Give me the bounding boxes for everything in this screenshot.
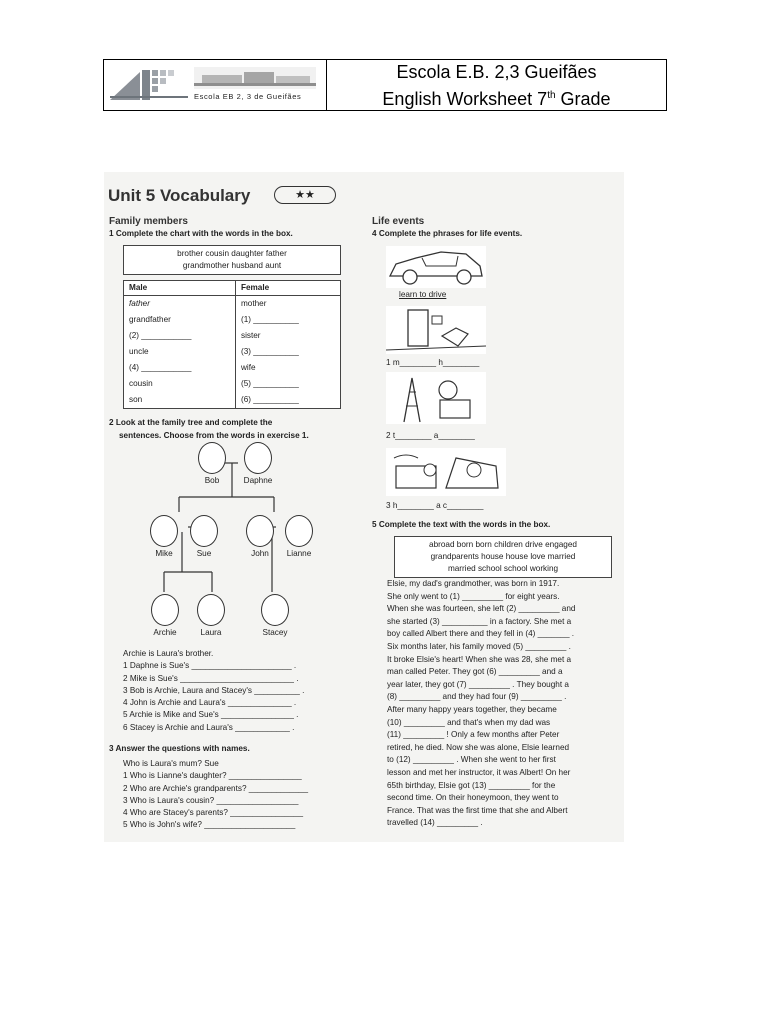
person-mike: Mike <box>150 515 178 558</box>
exercise-1-instruction: 1 Complete the chart with the words in the box. <box>109 229 293 239</box>
text-line: 65th birthday, Elsie got (13) _________ for the <box>387 780 556 790</box>
phrase-1: 1 m________ h________ <box>386 358 480 367</box>
table-row: (2) ___________ sister <box>124 328 341 344</box>
text-line: to (12) _________ . When she went to her first <box>387 755 556 765</box>
life-events-section-title: Life events <box>372 216 425 227</box>
person-bob: Bob <box>198 442 226 485</box>
sentence-item: 5 Archie is Mike and Sue's ________________ . <box>123 710 299 720</box>
unit-title: Unit 5 Vocabulary <box>108 186 251 205</box>
male-header: Male <box>124 280 236 295</box>
exercise-5-instruction: 5 Complete the text with the words in the box. <box>372 520 551 529</box>
travel-abroad-drawing-icon <box>386 372 486 424</box>
person-archie: Archie <box>148 594 182 637</box>
worksheet-header <box>103 59 667 111</box>
table-row: uncle (3) __________ <box>124 344 341 360</box>
question-item: 3 Who is Laura's cousin? __________________ <box>123 795 299 805</box>
text-line: retired, he died. Now she was alone, Elsie learned <box>387 742 570 752</box>
table-row: son (6) __________ <box>124 392 341 409</box>
table-row: grandfather (1) __________ <box>124 312 341 328</box>
sentence-item: 3 Bob is Archie, Laura and Stacey's __________ . <box>123 685 305 695</box>
example-sentence: Archie is Laura's brother. <box>123 649 214 658</box>
table-row: father mother <box>124 296 341 313</box>
text-line: It broke Elsie's heart! When she was 28, she met a <box>387 654 572 664</box>
school-logo-cell <box>104 60 327 110</box>
text-line: Six months later, his family moved (5) _________ . <box>387 641 571 651</box>
question-item: 1 Who is Lianne's daughter? ________________ <box>123 771 302 781</box>
text-line: She only went to (1) _________ for eight years. <box>387 591 560 601</box>
exercise-4-instruction: 4 Complete the phrases for life events. <box>372 229 523 239</box>
exercise-3-instruction: 3 Answer the questions with names. <box>109 744 250 753</box>
school-building-image <box>194 67 316 89</box>
example-question: Who is Laura's mum? Sue <box>123 759 219 768</box>
phrase-example: learn to drive <box>399 290 447 299</box>
text-line: year later, they got (7) _________ . They bought a <box>387 679 569 689</box>
car-drawing-icon <box>386 246 486 288</box>
word-box-2: abroad born born children drive engaged grandparents house house love married married school school working <box>394 536 612 578</box>
sentence-item: 2 Mike is Sue's _________________________ . <box>123 673 299 683</box>
text-line: (11) _________ ! Only a few months after Peter <box>387 730 560 740</box>
exercise-2-sentences <box>123 648 363 734</box>
text-line: Elsie, my dad's grandmother, was born in 1917. <box>387 579 560 588</box>
text-line: second time. On their honeymoon, they went to <box>387 793 559 803</box>
person-laura: Laura <box>196 594 226 637</box>
family-tree-lines <box>104 172 354 842</box>
sentence-item: 1 Daphne is Sue's ______________________ . <box>123 661 297 671</box>
phrase-3: 3 h________ a c________ <box>386 501 484 510</box>
having-a-child-drawing-icon <box>386 448 506 496</box>
person-daphne: Daphne <box>238 442 278 485</box>
text-line: boy called Albert there and they fell in (4) _______ . <box>387 629 575 639</box>
right-column <box>372 216 617 241</box>
person-lianne: Lianne <box>282 515 316 558</box>
text-line: When she was fourteen, she left (2) _________ and <box>387 604 576 614</box>
text-line: travelled (14) _________ . <box>387 818 483 828</box>
question-item: 2 Who are Archie's grandparents? _____________ <box>123 783 309 793</box>
sentence-item: 6 Stacey is Archie and Laura's ____________ . <box>123 722 295 732</box>
text-line: (10) _________ and that's when my dad was <box>387 717 551 727</box>
person-stacey: Stacey <box>258 594 292 637</box>
text-line: man called Peter. They got (6) _________ and a <box>387 667 563 677</box>
scanned-worksheet <box>104 172 624 842</box>
exercise-2-instruction: 2 Look at the family tree and complete the sentences. Choose from the words in exercise 1. <box>109 418 309 440</box>
exercise-5-text <box>387 578 617 830</box>
text-line: lesson and met her instructor, it was Albert! On her <box>387 767 571 777</box>
text-line: France. That was the first time that she and Albert <box>387 805 568 815</box>
phrase-2: 2 t________ a________ <box>386 431 475 440</box>
worksheet-title <box>327 60 666 110</box>
question-item: 5 Who is John's wife? ____________________ <box>123 820 296 830</box>
question-item: 4 Who are Stacey's parents? ________________ <box>123 808 304 818</box>
sentence-item: 4 John is Archie and Laura's ______________ . <box>123 698 297 708</box>
person-john: John <box>246 515 274 558</box>
school-name: Escola EB 2, 3 de Gueifães <box>194 92 302 101</box>
family-section-title: Family members <box>109 216 188 227</box>
difficulty-stars: ★★ <box>274 186 336 204</box>
word-box-1: brother cousin daughter father grandmother husband aunt <box>123 245 341 275</box>
female-header: Female <box>235 280 340 295</box>
school-logo-icon <box>110 66 188 100</box>
exercise-3-questions <box>123 758 363 832</box>
table-row: cousin (5) __________ <box>124 376 341 392</box>
title-line-2: English Worksheet 7th Grade <box>382 88 611 109</box>
person-sue: Sue <box>190 515 218 558</box>
text-line: (8) _________ and they had four (9) _________ . <box>387 692 567 702</box>
title-line-1: Escola E.B. 2,3 Gueifães <box>396 61 597 82</box>
text-line: she started (3) __________ in a factory. She met a <box>387 616 572 626</box>
table-row: (4) ___________ wife <box>124 360 341 376</box>
text-line: After many happy years together, they became <box>387 704 557 714</box>
moving-house-drawing-icon <box>386 306 486 354</box>
